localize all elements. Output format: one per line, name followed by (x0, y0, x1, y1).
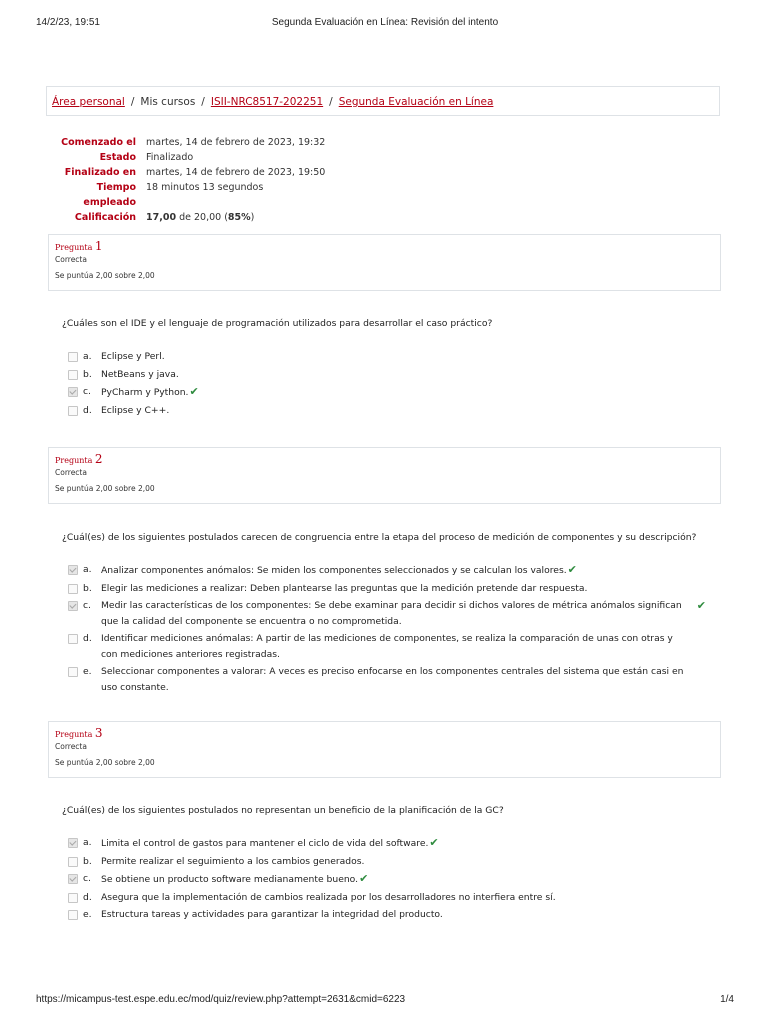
summary-row-state (46, 150, 446, 165)
answer-option (68, 631, 718, 662)
answer-option (68, 664, 718, 695)
question-number: 1 (94, 239, 103, 253)
answer-text: Permite realizar el seguimiento a los cambios generados. (101, 855, 365, 867)
answer-letter: d. (83, 404, 92, 416)
answer-text: Eclipse y C++. (101, 404, 170, 416)
print-url: https://micampus-test.espe.edu.ec/mod/quiz/review.php?attempt=2631&cmid=6223 (36, 994, 406, 1005)
check-icon: ✔ (359, 872, 369, 885)
answer-text: Identificar mediciones anómalas: A partir de las mediciones de componentes, se realiza la comparación de unas con otras y con mediciones anteriores registradas. (101, 633, 673, 660)
summary-row-started (46, 135, 446, 150)
checkbox-icon (68, 352, 78, 362)
breadcrumb-separator: / (130, 96, 135, 108)
answer-text: Eclipse y Perl. (101, 351, 165, 362)
answer-letter: c. (83, 600, 91, 611)
answer-text: Elegir las mediciones a realizar: Deben plantearse las preguntas que la medición pretende dar respuesta. (101, 582, 588, 594)
answer-text: Se obtiene un producto software medianamente bueno. (101, 874, 359, 885)
question-title (55, 239, 720, 254)
checkbox-icon (68, 667, 78, 677)
answer-list (68, 349, 718, 420)
question-grade: Se puntúa 2,00 sobre 2,00 (55, 758, 155, 767)
question-state: Correcta (55, 742, 87, 751)
summary-label: Estado (99, 152, 136, 163)
question-prefix: Pregunta (55, 730, 93, 739)
question-text: ¿Cuál(es) de los siguientes postulados no representan un beneficio de la planificación de la GC? (62, 805, 504, 816)
print-page-title: Segunda Evaluación en Línea: Revisión del intento (271, 17, 499, 28)
answer-letter: e. (83, 666, 92, 677)
answer-text: Limita el control de gastos para mantener el ciclo de vida del software. (101, 838, 429, 849)
answer-letter: c. (83, 386, 91, 397)
question-text: ¿Cuál(es) de los siguientes postulados carecen de congruencia entre la etapa del proceso de medición de componentes y su descripción? (62, 532, 697, 543)
answer-letter: b. (83, 368, 92, 380)
answer-letter: b. (83, 582, 92, 594)
answer-option (68, 562, 718, 579)
checkbox-icon (68, 387, 78, 397)
checkbox-icon (68, 370, 78, 380)
answer-text: Estructura tareas y actividades para garantizar la integridad del producto. (101, 909, 443, 920)
summary-label: Calificación (74, 212, 136, 223)
print-footer (36, 994, 734, 1008)
question-prefix: Pregunta (55, 243, 93, 252)
print-datetime: 14/2/23, 19:51 (36, 17, 100, 28)
checkbox-icon (68, 406, 78, 416)
summary-value: Finalizado (146, 152, 194, 163)
summary-value (146, 210, 446, 225)
answer-text: Medir las características de los componentes: Se debe examinar para decidir si dichos valores de métrica anómalos significan que la calidad del componente se encuentra o no comprometida. (101, 600, 682, 627)
answer-letter: d. (83, 633, 92, 644)
checkbox-icon (68, 634, 78, 644)
question-state: Correcta (55, 468, 87, 477)
grade-close: ) (250, 212, 255, 223)
checkbox-icon (68, 874, 78, 884)
answer-list (68, 835, 718, 925)
summary-label: Tiempo empleado (83, 182, 136, 208)
checkbox-icon (68, 601, 78, 611)
print-header (36, 17, 734, 31)
answer-text: Asegura que la implementación de cambios realizada por los desarrolladores no interfiera entre sí. (101, 891, 556, 903)
answer-letter: e. (83, 909, 92, 920)
summary-row-time (46, 180, 446, 210)
question-prefix: Pregunta (55, 456, 93, 465)
grade-score: 17,00 (146, 212, 177, 223)
answer-option (68, 403, 718, 419)
attempt-summary (46, 135, 446, 225)
check-icon: ✔ (567, 563, 577, 576)
question-grade: Se puntúa 2,00 sobre 2,00 (55, 271, 155, 280)
summary-row-grade (46, 210, 446, 225)
checkbox-icon (68, 838, 78, 848)
question-title (55, 452, 720, 467)
answer-option (68, 384, 718, 401)
breadcrumb-separator: / (201, 96, 205, 108)
breadcrumb (46, 86, 720, 116)
print-page-number: 1/4 (720, 994, 734, 1005)
breadcrumb-mis-cursos: Mis cursos (140, 96, 196, 108)
answer-letter: b. (83, 855, 92, 867)
question-number: 3 (94, 726, 103, 740)
summary-value: martes, 14 de febrero de 2023, 19:32 (146, 137, 326, 148)
answer-letter: a. (83, 351, 92, 362)
question-number: 2 (94, 452, 103, 466)
breadcrumb-quiz[interactable]: Segunda Evaluación en Línea (338, 96, 494, 108)
breadcrumb-area-personal[interactable]: Área personal (52, 96, 125, 108)
answer-letter: a. (83, 837, 92, 848)
checkbox-icon (68, 910, 78, 920)
checkbox-icon (68, 893, 78, 903)
check-icon: ✔ (189, 385, 199, 398)
summary-label: Comenzado el (61, 137, 136, 148)
question-info-2 (48, 447, 721, 504)
summary-row-finished (46, 165, 446, 180)
answer-option (68, 349, 718, 365)
question-info-3 (48, 721, 721, 778)
answer-option (68, 854, 718, 870)
checkbox-icon (68, 857, 78, 867)
summary-label: Finalizado en (64, 167, 136, 178)
checkbox-icon (68, 565, 78, 575)
answer-option (68, 835, 718, 852)
answer-letter: d. (83, 891, 92, 903)
answer-text: Analizar componentes anómalos: Se miden los componentes seleccionados y se calculan los valores. (101, 565, 567, 576)
answer-option (68, 871, 718, 888)
question-text: ¿Cuáles son el IDE y el lenguaje de programación utilizados para desarrollar el caso práctico? (62, 318, 493, 329)
answer-option (68, 890, 718, 906)
check-icon: ✔ (696, 599, 706, 612)
summary-value: martes, 14 de febrero de 2023, 19:50 (146, 167, 326, 178)
summary-value: 18 minutos 13 segundos (146, 182, 264, 193)
answer-text: Seleccionar componentes a valorar: A veces es preciso enfocarse en los componentes centrales del sistema que están casi en uso constante. (101, 666, 684, 693)
answer-list (68, 562, 718, 697)
question-grade: Se puntúa 2,00 sobre 2,00 (55, 484, 155, 493)
answer-text: NetBeans y java. (101, 368, 179, 380)
answer-option (68, 581, 718, 597)
answer-option (68, 598, 718, 629)
grade-total: de 20,00 ( (176, 212, 228, 223)
question-title (55, 726, 720, 741)
answer-letter: a. (83, 564, 92, 575)
checkbox-icon (68, 584, 78, 594)
answer-option (68, 907, 718, 923)
breadcrumb-separator: / (329, 96, 333, 108)
answer-option (68, 367, 718, 383)
check-icon: ✔ (429, 836, 439, 849)
answer-text: PyCharm y Python. (101, 387, 189, 398)
answer-letter: c. (83, 873, 91, 884)
question-info-1 (48, 234, 721, 291)
grade-percent: 85% (227, 212, 251, 223)
question-state: Correcta (55, 255, 87, 264)
breadcrumb-course[interactable]: ISII-NRC8517-202251 (210, 96, 324, 108)
